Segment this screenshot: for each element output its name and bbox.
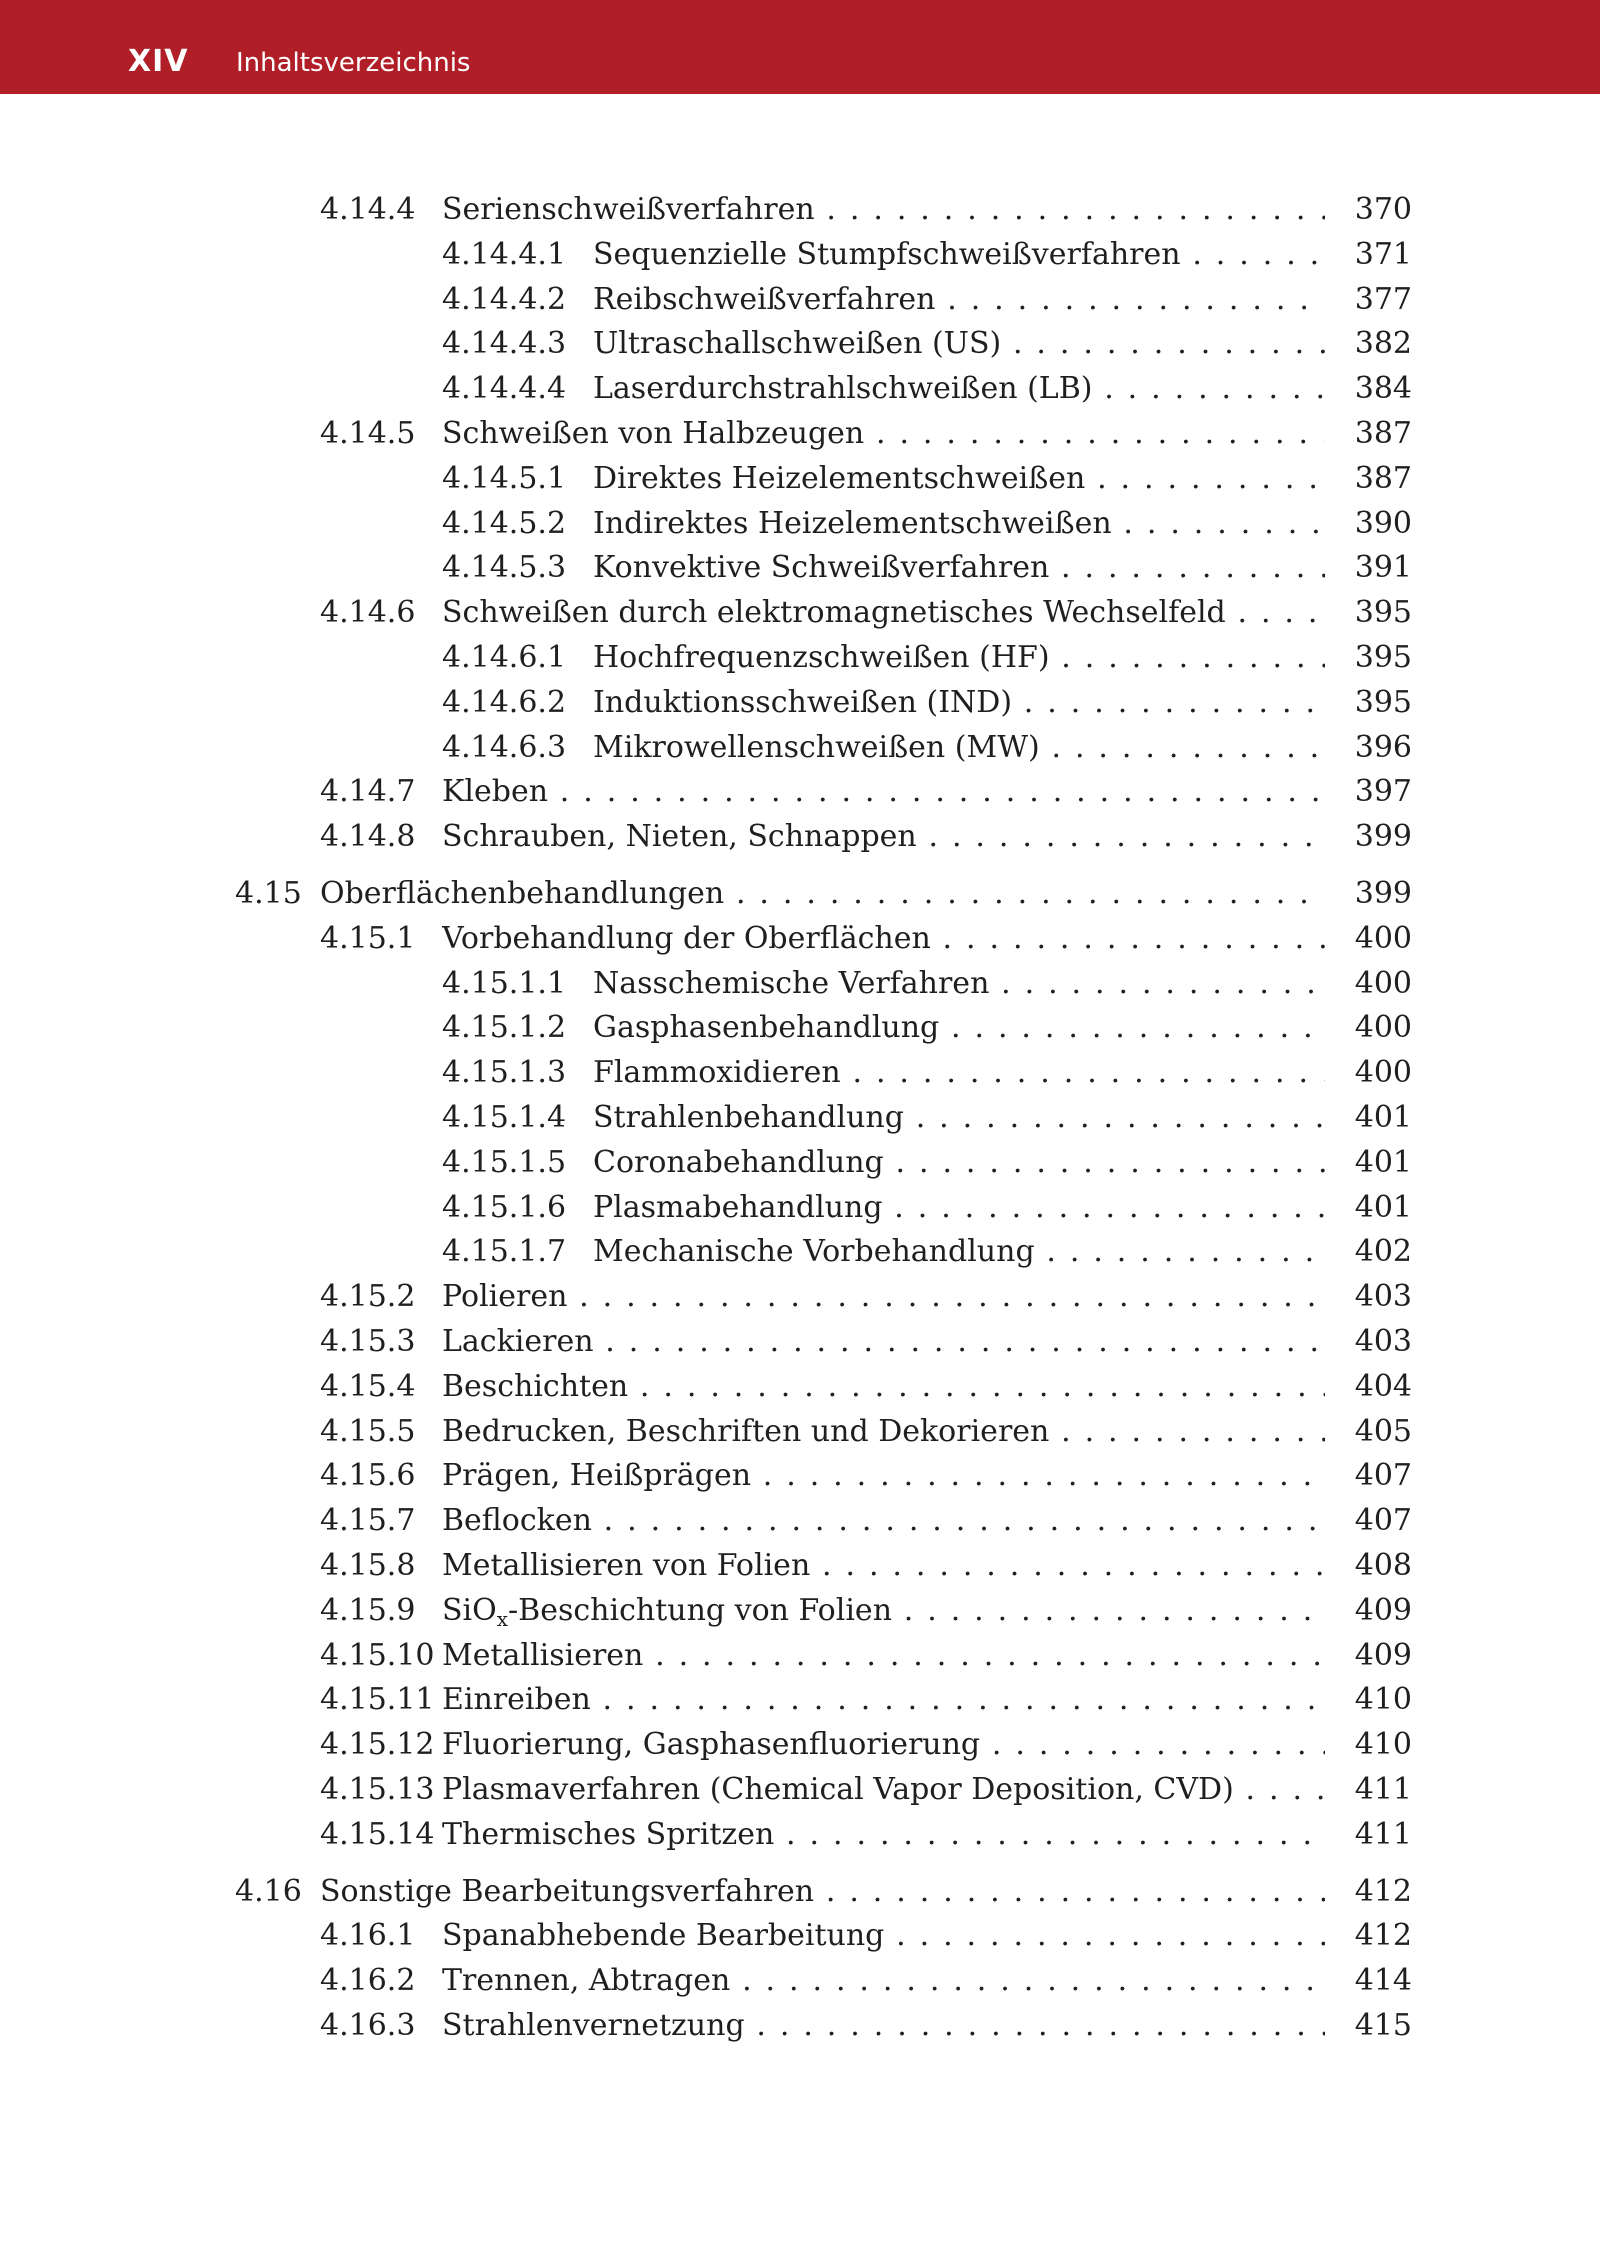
toc-entry-page: 401	[1354, 1190, 1412, 1225]
toc-entry	[442, 964, 1412, 1004]
toc-entry-page: 402	[1354, 1234, 1412, 1269]
toc-entry	[320, 593, 1412, 633]
toc-entry-number: 4.15.3	[320, 1324, 416, 1359]
toc-entry-page: 371	[1354, 237, 1412, 272]
toc-entry-number: 4.14.5.1	[442, 461, 567, 496]
toc-entry-page: 382	[1354, 326, 1412, 361]
toc-entry-title-text: Plasmaverfahren (Chemical Vapor Deposition, CVD)	[442, 1772, 1234, 1807]
toc-entry-title-text: Strahlenbehandlung	[593, 1100, 904, 1135]
toc-entry-number: 4.15.13	[320, 1772, 435, 1807]
toc-entry-title-text: Prägen, Heißprägen	[442, 1458, 752, 1493]
toc-entry	[320, 1322, 1412, 1362]
toc-entry	[320, 1501, 1412, 1541]
toc-entry	[442, 728, 1412, 768]
toc-entry-title	[442, 1916, 1325, 1956]
toc-entry	[442, 1053, 1412, 1093]
toc-entry-number: 4.15.1.4	[442, 1100, 567, 1135]
toc-entry-title-text: Serienschweißverfahren	[442, 192, 815, 227]
header-title: Inhaltsverzeichnis	[236, 48, 471, 78]
toc-entry-page: 396	[1354, 730, 1412, 765]
toc-entry	[442, 324, 1412, 364]
toc-entry-title-text: Beschichten	[442, 1369, 629, 1404]
toc-entry-page: 391	[1354, 550, 1412, 585]
toc-entry-title	[442, 1815, 1325, 1855]
toc-entry	[320, 1412, 1412, 1452]
toc-entry-page: 384	[1354, 371, 1412, 406]
toc-entry-title	[320, 1872, 1325, 1912]
toc-entry-title-text: Fluorierung, Gasphasenfluorierung	[442, 1727, 981, 1762]
toc-entry-title-text: Thermisches Spritzen	[442, 1817, 775, 1852]
toc-entry-number: 4.15.12	[320, 1727, 435, 1762]
toc-entry-title-subscript: x	[496, 1607, 509, 1631]
toc-entry-title-text: Schrauben, Nieten, Schnappen	[442, 819, 917, 854]
toc-entry-page: 403	[1354, 1279, 1412, 1314]
toc-entry	[442, 548, 1412, 588]
toc-entry-title-text: Konvektive Schweißverfahren	[593, 550, 1050, 585]
toc-entry-title	[442, 1680, 1325, 1720]
toc-entry-number: 4.14.5.3	[442, 550, 567, 585]
toc-entry	[320, 1277, 1412, 1317]
toc-entry-page: 377	[1354, 282, 1412, 317]
toc-entry-title-text: Vorbehandlung der Oberflächen	[442, 921, 931, 956]
toc-entry-page: 411	[1354, 1772, 1412, 1807]
toc-entry-page: 400	[1354, 1010, 1412, 1045]
toc-entry-page: 370	[1354, 192, 1412, 227]
toc-entry-title	[593, 548, 1325, 588]
toc-entry-title	[442, 2006, 1325, 2046]
toc-entry-title	[442, 1322, 1325, 1362]
toc-entry-number: 4.16.1	[320, 1918, 416, 1953]
toc-entry-number: 4.16.3	[320, 2008, 416, 2043]
toc-entry	[442, 1143, 1412, 1183]
toc-entry-page: 395	[1354, 595, 1412, 630]
toc-entry-title-text: Induktionsschweißen (IND)	[593, 685, 1013, 720]
toc-entry-title	[593, 638, 1325, 678]
toc-entry	[442, 1232, 1412, 1272]
toc-entry-title-text: Gasphasenbehandlung	[593, 1010, 940, 1045]
toc-entry-page: 399	[1354, 876, 1412, 911]
toc-entry	[320, 1636, 1412, 1676]
toc-entry	[442, 683, 1412, 723]
toc-entry	[235, 1872, 1412, 1912]
toc-entry-number: 4.14.6.3	[442, 730, 567, 765]
toc-entry-number: 4.15.8	[320, 1548, 416, 1583]
toc-entry	[320, 817, 1412, 857]
toc-entry-page: 415	[1354, 2008, 1412, 2043]
toc-entry-title-text: Sequenzielle Stumpfschweißverfahren	[593, 237, 1181, 272]
toc-entry-title	[442, 1770, 1325, 1810]
toc-entry-title-text: Kleben	[442, 774, 549, 809]
toc-entry-number: 4.14.5	[320, 416, 416, 451]
toc-entry-page: 401	[1354, 1100, 1412, 1135]
toc-entry-title	[442, 1546, 1325, 1586]
toc-entry-title	[593, 1098, 1325, 1138]
toc-entry	[320, 1546, 1412, 1586]
toc-entry-title	[442, 1412, 1325, 1452]
toc-entry-number: 4.15.2	[320, 1279, 416, 1314]
toc-entry-title	[593, 1232, 1325, 1272]
toc-entry-number: 4.14.5.2	[442, 506, 567, 541]
toc-entry	[442, 1098, 1412, 1138]
toc-entry	[442, 459, 1412, 499]
toc-entry-title-text: Spanabhebende Bearbeitung	[442, 1918, 885, 1953]
toc-entry-title	[593, 1008, 1325, 1048]
toc-entry	[442, 504, 1412, 544]
toc-entry-title	[593, 728, 1325, 768]
toc-entry-number: 4.14.6.1	[442, 640, 567, 675]
toc-entry-page: 395	[1354, 685, 1412, 720]
toc-entry-number: 4.15.1.3	[442, 1055, 567, 1090]
toc-entry-title-text: Indirektes Heizelementschweißen	[593, 506, 1112, 541]
toc-entry-number: 4.15.1.6	[442, 1190, 567, 1225]
toc-entry	[320, 1961, 1412, 2001]
toc-entry	[235, 874, 1412, 914]
toc-entry-number: 4.14.8	[320, 819, 416, 854]
toc-entry-page: 405	[1354, 1414, 1412, 1449]
toc-entry-title	[442, 190, 1325, 230]
toc-entry-title-text: Hochfrequenzschweißen (HF)	[593, 640, 1050, 675]
toc-entry-title	[593, 683, 1325, 723]
toc-entry-title-text: Lackieren	[442, 1324, 594, 1359]
toc-entry-number: 4.15	[235, 876, 302, 911]
toc-entry-title	[320, 874, 1325, 914]
toc-entry-title-text: Polieren	[442, 1279, 568, 1314]
toc-entry-number: 4.15.9	[320, 1593, 416, 1628]
toc-entry	[320, 1725, 1412, 1765]
toc-entry-page: 412	[1354, 1874, 1412, 1909]
toc-entry-page: 397	[1354, 774, 1412, 809]
toc-entry-title-text: Reibschweißverfahren	[593, 282, 936, 317]
header-page-number: XIV	[128, 44, 189, 79]
toc-entry	[320, 190, 1412, 230]
toc-entry-page: 409	[1354, 1593, 1412, 1628]
toc-entry-page: 411	[1354, 1817, 1412, 1852]
toc-entry-title	[442, 772, 1325, 812]
toc-entry	[320, 1456, 1412, 1496]
toc-entry-title	[442, 1636, 1325, 1676]
toc-entry-number: 4.15.10	[320, 1638, 435, 1673]
toc-entry-page: 387	[1354, 416, 1412, 451]
toc-entry-title-text: Plasmabehandlung	[593, 1190, 883, 1225]
toc-entry-page: 400	[1354, 966, 1412, 1001]
toc-entry-title	[442, 1725, 1325, 1765]
toc-entry-number: 4.15.11	[320, 1682, 435, 1717]
toc-entry-page: 414	[1354, 1963, 1412, 1998]
toc-entry-page: 399	[1354, 819, 1412, 854]
toc-entry-title	[442, 1501, 1325, 1541]
toc-entry-title-text: Laserdurchstrahlschweißen (LB)	[593, 371, 1093, 406]
toc-entry-page: 408	[1354, 1548, 1412, 1583]
toc-entry	[442, 1008, 1412, 1048]
toc-entry-title-text: Strahlenvernetzung	[442, 2008, 745, 2043]
toc-entry	[442, 280, 1412, 320]
toc-entry-number: 4.15.5	[320, 1414, 416, 1449]
toc-entry	[442, 235, 1412, 275]
toc-entry-number: 4.14.4.3	[442, 326, 567, 361]
toc-entry-title-text: Schweißen durch elektromagnetisches Wechselfeld	[442, 595, 1226, 630]
toc-entry-title	[593, 324, 1325, 364]
toc-entry-number: 4.14.4.2	[442, 282, 567, 317]
toc-entry-page: 401	[1354, 1145, 1412, 1180]
toc-entry-number: 4.14.4.4	[442, 371, 567, 406]
toc-entry	[320, 772, 1412, 812]
toc-entry-title	[593, 280, 1325, 320]
toc-entry-page: 400	[1354, 921, 1412, 956]
toc-entry-title	[593, 1143, 1325, 1183]
page-header	[0, 0, 1600, 94]
toc-entry	[320, 1591, 1412, 1631]
toc-entry-title-text: Mechanische Vorbehandlung	[593, 1234, 1035, 1269]
toc-entry-title	[593, 1053, 1325, 1093]
toc-entry	[320, 919, 1412, 959]
toc-entry-title-text: Flammoxidieren	[593, 1055, 841, 1090]
toc-entry-number: 4.15.7	[320, 1503, 416, 1538]
toc-entry-page: 407	[1354, 1503, 1412, 1538]
toc-entry-title	[442, 414, 1325, 454]
toc-entry	[320, 1770, 1412, 1810]
toc-entry-page: 387	[1354, 461, 1412, 496]
toc-entry-title	[442, 593, 1325, 633]
toc-entry-number: 4.14.4.1	[442, 237, 567, 272]
toc-entry-page: 390	[1354, 506, 1412, 541]
toc-entry-number: 4.14.4	[320, 192, 416, 227]
toc-entry	[320, 1367, 1412, 1407]
toc-entry-title	[593, 235, 1325, 275]
toc-entry-title-text: Ultraschallschweißen (US)	[593, 326, 1002, 361]
toc-entry	[442, 1188, 1412, 1228]
toc-entry-title-text: -Beschichtung von Folien	[508, 1593, 893, 1628]
toc-entry-title-text: SiO	[442, 1593, 497, 1628]
toc-entry-number: 4.15.6	[320, 1458, 416, 1493]
toc-entry-page: 395	[1354, 640, 1412, 675]
toc-entry-title-text: Beflocken	[442, 1503, 592, 1538]
toc-entry-number: 4.15.1.1	[442, 966, 567, 1001]
toc-entry	[320, 414, 1412, 454]
toc-entry-title-text: Sonstige Bearbeitungsverfahren	[320, 1874, 815, 1909]
toc-entry-title	[593, 504, 1325, 544]
toc-entry	[320, 1916, 1412, 1956]
toc-entry	[320, 2006, 1412, 2046]
toc-entry	[320, 1680, 1412, 1720]
toc-entry-title	[593, 964, 1325, 1004]
toc-entry-title	[442, 919, 1325, 959]
toc-entry-number: 4.14.6.2	[442, 685, 567, 720]
toc-entry-number: 4.16.2	[320, 1963, 416, 1998]
toc-entry-title-text: Oberflächenbehandlungen	[320, 876, 725, 911]
toc-entry-title-text: Einreiben	[442, 1682, 591, 1717]
toc-entry-title-text: Bedrucken, Beschriften und Dekorieren	[442, 1414, 1050, 1449]
toc-entry-page: 410	[1354, 1682, 1412, 1717]
toc-entry-title-text: Metallisieren	[442, 1638, 644, 1673]
toc-entry	[320, 1815, 1412, 1855]
toc-entry-title-text: Nasschemische Verfahren	[593, 966, 990, 1001]
toc-entry-page: 412	[1354, 1918, 1412, 1953]
toc-entry-page: 400	[1354, 1055, 1412, 1090]
toc-entry-title	[442, 1591, 1325, 1639]
toc-entry-page: 409	[1354, 1638, 1412, 1673]
toc-entry-title-text: Direktes Heizelementschweißen	[593, 461, 1086, 496]
toc-entry-title	[593, 1188, 1325, 1228]
toc-entry-number: 4.15.1.7	[442, 1234, 567, 1269]
toc-entry-page: 410	[1354, 1727, 1412, 1762]
toc-entry-title-text: Schweißen von Halbzeugen	[442, 416, 865, 451]
toc-entry-title	[593, 459, 1325, 499]
toc-entry-title-text: Trennen, Abtragen	[442, 1963, 731, 1998]
toc-entry-title	[593, 369, 1325, 409]
toc-entry-title	[442, 1456, 1325, 1496]
toc-entry-number: 4.16	[235, 1874, 302, 1909]
toc-entry-number: 4.15.4	[320, 1369, 416, 1404]
toc-entry-title	[442, 1277, 1325, 1317]
toc-entry-title	[442, 1367, 1325, 1407]
toc-entry-title-text: Coronabehandlung	[593, 1145, 884, 1180]
toc-entry-number: 4.14.6	[320, 595, 416, 630]
toc-entry	[442, 638, 1412, 678]
toc-entry-title	[442, 817, 1325, 857]
toc-entry-page: 404	[1354, 1369, 1412, 1404]
toc-entry-page: 403	[1354, 1324, 1412, 1359]
toc-entry-number: 4.15.1.5	[442, 1145, 567, 1180]
toc-entry-title-text: Mikrowellenschweißen (MW)	[593, 730, 1040, 765]
toc-entry-page: 407	[1354, 1458, 1412, 1493]
toc-entry-title-text: Metallisieren von Folien	[442, 1548, 811, 1583]
toc-entry-number: 4.15.1	[320, 921, 416, 956]
toc-entry	[442, 369, 1412, 409]
toc-entry-number: 4.15.1.2	[442, 1010, 567, 1045]
toc-entry-number: 4.14.7	[320, 774, 416, 809]
toc-entry-title	[442, 1961, 1325, 2001]
toc-entry-number: 4.15.14	[320, 1817, 435, 1852]
